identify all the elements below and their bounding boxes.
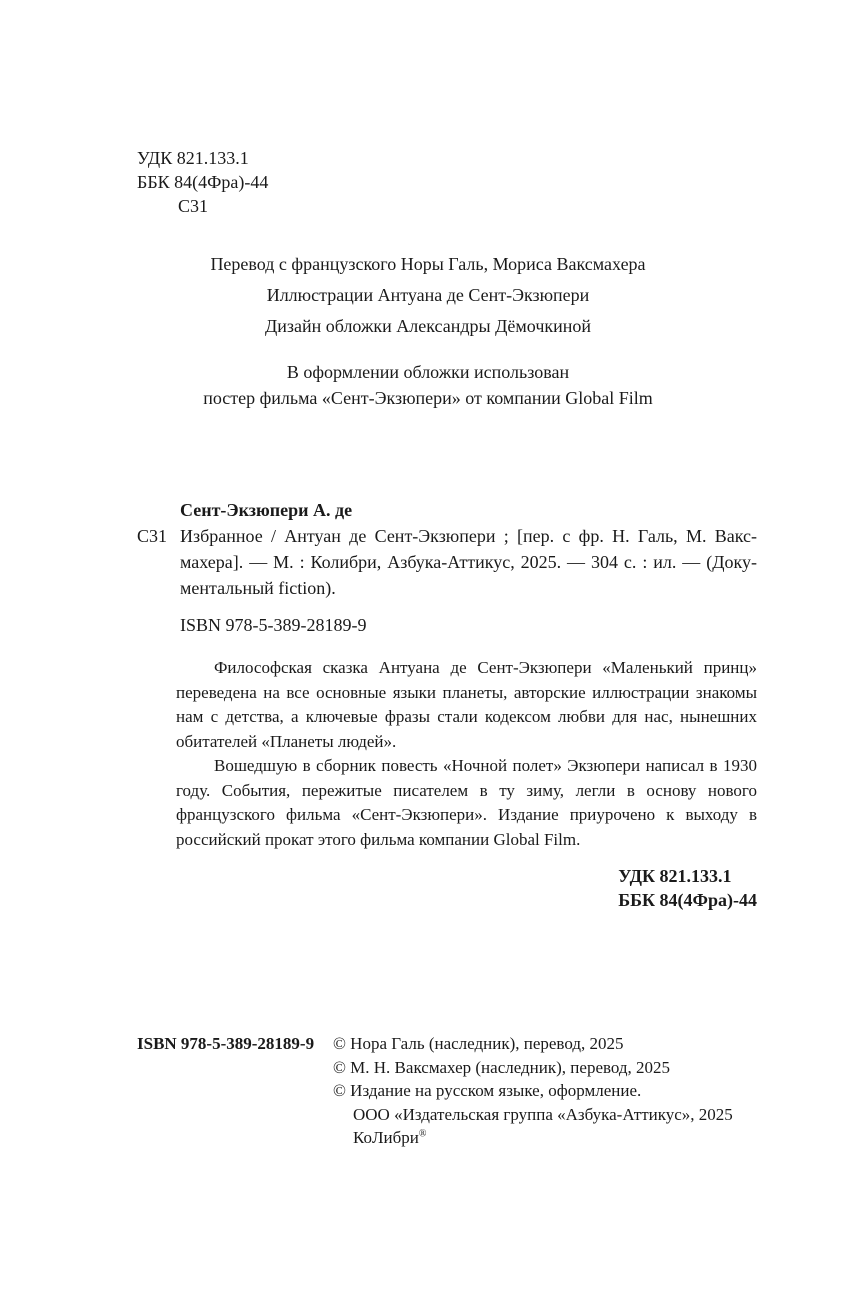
poster-note bbox=[0, 359, 856, 411]
publisher-imprint bbox=[333, 1126, 733, 1150]
registered-mark: ® bbox=[418, 1128, 427, 1140]
isbn-line: ISBN 978-5-389-28189-9 bbox=[180, 615, 367, 635]
annotation-paragraph: Вошедшую в сборник повесть «Ночной полет» Экзюпери написал в 1930 году. События, пережитые писателем в ту зиму, легли в основу нового французского фильма «Сент-Экзюпери». Издание приурочено к выходу в российский прокат этого фильма компании Global Film. bbox=[176, 756, 757, 849]
poster-note-line: В оформлении обложки использован bbox=[286, 362, 570, 382]
description-mark: С31 bbox=[137, 526, 168, 546]
copyright-line: © Издание на русском языке, оформление. bbox=[333, 1081, 642, 1100]
author-heading: Сент-Экзюпери А. де bbox=[180, 500, 353, 520]
classification-bottom bbox=[618, 864, 757, 912]
cover-design-credit: Дизайн обложки Александры Дёмочкиной bbox=[264, 316, 592, 336]
illustration-credit: Иллюстрации Антуана де Сент-Экзюпери bbox=[266, 285, 590, 305]
annotation-paragraph: Философская сказка Антуана де Сент-Экзюпери «Маленький принц» переведена на все основные языки планеты, авторские иллюстрации знакомы нам с детства, а ключевые фразы стали кодексом любви для нас, нынешних обитателей «Планеты людей». bbox=[176, 658, 757, 751]
copyright-line: © Нора Галь (наследник), перевод, 2025 bbox=[333, 1034, 624, 1053]
bibliographic-description bbox=[137, 497, 757, 601]
description-line: махера]. — М. : Колибри, Азбука-Аттикус, 2025. — 304 с. : ил. — (Доку- bbox=[180, 552, 757, 572]
author-mark: С31 bbox=[178, 196, 209, 216]
copyright-line: ООО «Издательская группа «Азбука-Аттикус», 2025 bbox=[353, 1104, 733, 1124]
translation-credit: Перевод с французского Норы Галь, Мориса Ваксмахера bbox=[210, 254, 646, 274]
poster-note-line: постер фильма «Сент-Экзюпери» от компании Global Film bbox=[203, 388, 653, 408]
publisher-name: КоЛибри bbox=[353, 1128, 419, 1147]
udk-code: УДК 821.133.1 bbox=[137, 148, 249, 168]
copyright-isbn: ISBN 978-5-389-28189-9 bbox=[137, 1034, 315, 1053]
credits bbox=[0, 249, 856, 342]
description-line: Избранное / Антуан де Сент-Экзюпери ; [пер. с фр. Н. Галь, М. Вакс- bbox=[180, 526, 757, 546]
annotation bbox=[176, 656, 757, 852]
udk-code-bottom: УДК 821.133.1 bbox=[618, 866, 732, 886]
copyright-line: © М. Н. Ваксмахер (наследник), перевод, 2025 bbox=[333, 1057, 671, 1077]
description-line: ментальный fiction). bbox=[180, 578, 336, 598]
bbk-code: ББК 84(4Фра)-44 bbox=[137, 172, 269, 192]
bbk-code-bottom: ББК 84(4Фра)-44 bbox=[618, 890, 757, 910]
copyright-block bbox=[137, 1032, 733, 1150]
